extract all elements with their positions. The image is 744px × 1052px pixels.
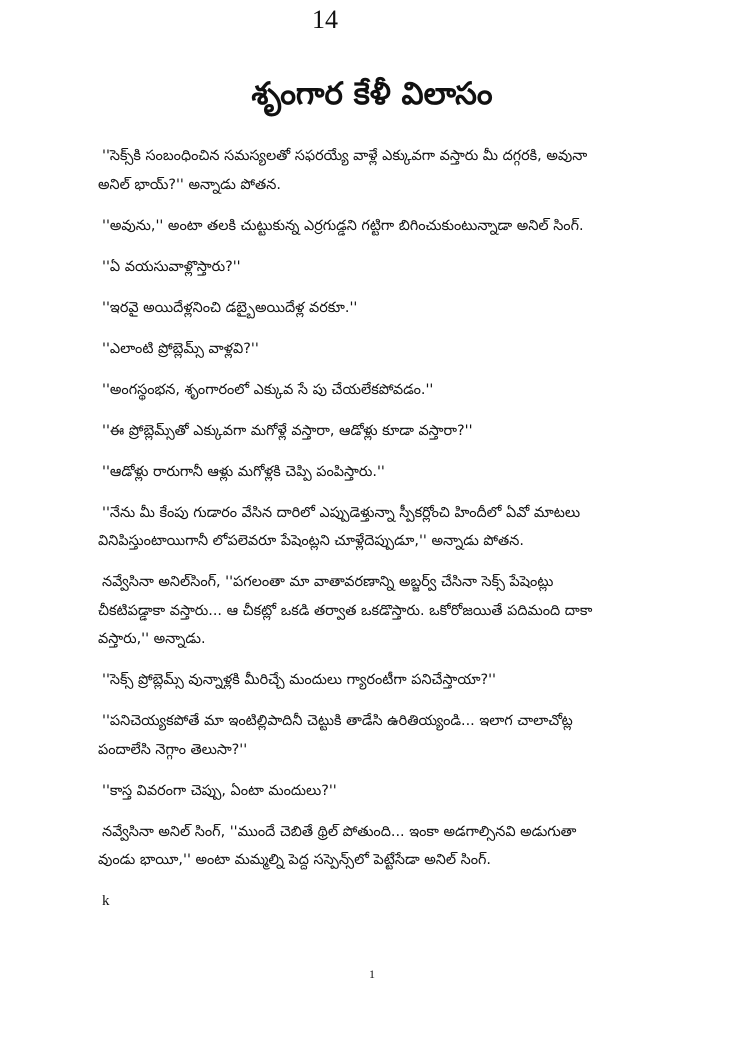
body-text [100,142,672,928]
paragraph-line: వస్తారు,'' అన్నాడు. [98,631,206,647]
paragraph-line: ''ఇరవై అయిదేళ్లనించి డబ్బైఅయిదేళ్ల వరకూ.'' [102,299,358,316]
paragraph-4 [100,294,672,323]
paragraph-1 [100,142,672,199]
paragraph-line: ''ఈ ప్రోబ్లెమ్స్‌తో ఎక్కువగా మగోళ్లే వస్తారా, ఆడోళ్లు కూడా వస్తారా?'' [102,422,473,439]
paragraph-line: పందాలేసి నెగ్గాం తెలుసా?'' [98,741,248,758]
paragraph-line: ''సెక్స్‌కి సంబంధించిన సమస్యలతో సఫరయ్యే వాళ్లే ఎక్కువగా వస్తారు మీ దగ్గరకి, అవునా [102,148,588,164]
paragraph-13 [100,777,672,806]
paragraph-line: ''నేను మీ కేంపు గుడారం వేసిన దారిలో ఎప్పుడెళ్తున్నా స్పీకర్లోంచి హిందీలో ఏవో మాటలు [102,504,581,521]
paragraph-9 [100,499,672,556]
paragraph-line: నవ్వేసినా అనిల్ సింగ్, ''ముందే చెబితే థ్రిల్ పోతుంది... ఇంకా అడగాల్సినవి అడుగుతా [102,823,577,840]
paragraph-line: ''సెక్స్ ప్రోబ్లెమ్స్ వున్నాళ్లకి మీరిచ్చే మందులు గ్యారంటీగా పనిచేస్తాయా?'' [102,672,497,688]
page-number-top: 14 [312,5,338,34]
chapter-title: శృంగార కేళీ విలాసం [251,76,493,112]
page-number-bottom: 1 [369,967,375,981]
paragraph-line: ''ఎలాంటి ప్రోబ్లెమ్స్ వాళ్లవి?'' [102,340,259,357]
paragraph-line: ''అవును,'' అంటా తలకి చుట్టుకున్న ఎర్రగుడ్డని గట్టిగా బిగించుకుంటున్నాడా అనిల్ సింగ్. [102,217,584,234]
paragraph-line: ''ఆడోళ్లు రారుగానీ ఆళ్లు మగోళ్లకి చెప్పి పంపిస్తారు.'' [102,463,385,480]
paragraph-line: చీకటిపడ్డాకా వస్తారు... ఆ చీకట్లో ఒకడి తర్వాత ఒకడొస్తారు. ఒకోరోజయితే పదిమంది దాకా [98,602,593,619]
paragraph-2 [100,212,672,241]
paragraph-7 [100,417,672,446]
paragraph-8 [100,458,672,487]
paragraph-line: అనిల్ భాయ్?'' అన్నాడు పోతన. [98,176,281,193]
paragraph-line: నవ్వేసినా అనిల్‌సింగ్, ''పగలంతా మా వాతావరణాన్ని అబ్జర్వ్ చేసినా సెక్స్ పేషెంట్లు [102,574,554,590]
paragraph-3 [100,253,672,282]
paragraph-6 [100,376,672,405]
paragraph-line: వినిపిస్తుంటాయిగానీ లోపలెవరూ పేషెంట్లని చూళ్లేదెప్పుడూ,'' అన్నాడు పోతన. [98,533,524,549]
paragraph-line: వుండు భాయీ,'' అంటా మమ్మల్ని పెద్ద సస్పెన్స్‌లో పెట్టేసేడా అనిల్ సింగ్. [98,852,491,868]
paragraph-5 [100,335,672,364]
paragraph-line: ''ఏ వయసువాళ్లొస్తారు?'' [102,258,241,275]
paragraph-14 [100,818,672,875]
paragraph-line: ''కాస్త వివరంగా చెప్పు, ఏంటా మందులు?'' [102,782,337,799]
paragraph-11 [100,666,672,695]
paragraph-line: ''పనిచెయ్యకపోతే మా ఇంటిల్లిపాదినీ చెట్టుకి తాడేసి ఉరితియ్యండి... ఇలాగ చాలాచోట్ల [102,713,573,729]
paragraph-line: ''అంగస్థంభన, శృంగారంలో ఎక్కువ సే పు చేయలేకపోవడం.'' [102,381,434,398]
paragraph-12 [100,707,672,764]
paragraph-10 [100,568,672,654]
trailing-text: k [102,893,110,909]
